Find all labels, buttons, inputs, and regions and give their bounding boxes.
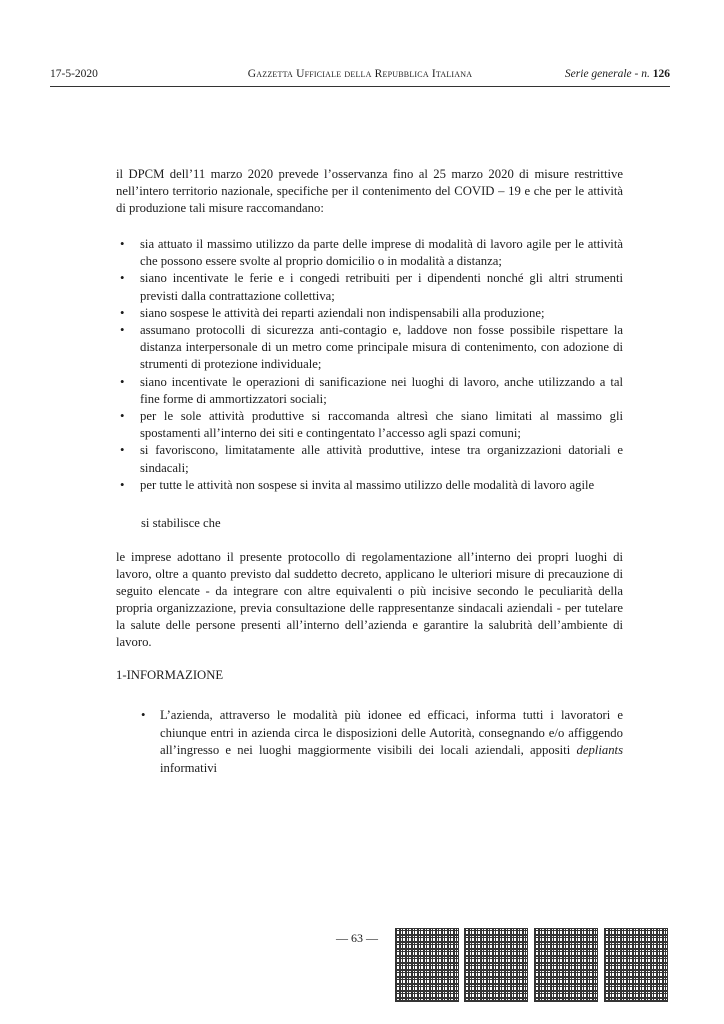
measure-text: sia attuato il massimo utilizzo da parte delle imprese di modalità di lavoro agile per le attività che possono essere svolte al proprio domicilio o in modalità a distanza; [140, 237, 623, 269]
header-rule [50, 86, 670, 87]
measure-text: per tutte le attività non sospese si invita al massimo utilizzo delle modalità di lavoro agile [140, 477, 595, 492]
datamatrix-code [395, 928, 459, 1002]
datamatrix-code [464, 928, 528, 1002]
header-serie [565, 68, 670, 80]
list-item [116, 270, 623, 304]
list-item [116, 477, 623, 494]
list-item [141, 707, 623, 777]
bullet-icon: • [120, 443, 125, 458]
bullet-icon: • [120, 409, 125, 424]
measure-text: siano incentivate le operazioni di sanificazione nei luoghi di lavoro, anche utilizzando a tal fine forme di ammortizzatori sociali; [140, 374, 623, 406]
header-title: Gazzetta Ufficiale della Repubblica Italiana [247, 68, 473, 80]
info-text: L’azienda, attraverso le modalità più idonee ed efficaci, informa tutti i lavoratori e chiunque entri in azienda circa le disposizioni delle Autorità, consegnando e/o affiggendo all’ingresso e nei luoghi maggiormente visibili dei locali aziendali, appositi [160, 708, 623, 757]
info-italic: depliants [576, 743, 624, 757]
bullet-icon: • [120, 237, 125, 251]
list-item [116, 305, 623, 322]
list-item [116, 374, 623, 408]
info-tail: informativi [160, 760, 218, 775]
section-heading: 1-INFORMAZIONE [116, 668, 224, 682]
bullet-icon: • [120, 477, 125, 492]
measure-text: assumano protocolli di sicurezza anti-contagio e, laddove non fosse possibile rispettare la distanza interpersonale di un metro come principale misura di contenimento, con adozione di strumenti di protezione individuale; [140, 323, 623, 372]
stabilisce-line: si stabilisce che [141, 516, 221, 530]
header-date: 17-5-2020 [50, 68, 98, 80]
measure-text: siano sospese le attività dei reparti aziendali non indispensabili alla produzione; [140, 305, 545, 320]
measure-text: per le sole attività produttive si raccomanda altresì che siano limitati al massimo gli spostamenti all’interno dei siti e contingentato l’accesso agli spazi comuni; [140, 409, 623, 441]
measures-list [116, 236, 623, 494]
list-item [116, 442, 623, 476]
bullet-icon: • [120, 323, 125, 338]
information-list [141, 707, 623, 777]
bullet-icon: • [141, 708, 146, 722]
body-paragraph: le imprese adottano il presente protocollo di regolamentazione all’interno dei propri luoghi di lavoro, oltre a quanto previsto dal suddetto decreto, applicano le ulteriori misure di precauzione di seguito elencate - da integrare con altre equivalenti o più incisive secondo le peculiarità della propria organizzazione, previa consultazione delle rappresentanze sindacali aziendali - per tutelare la salute delle persone presenti all’interno dell’azienda e garantire la salubrità dell’ambiente di lavoro. [116, 550, 623, 649]
page-header [50, 68, 670, 84]
intro-paragraph: il DPCM dell’11 marzo 2020 prevede l’osservanza fino al 25 marzo 2020 di misure restrittive nell’intero territorio nazionale, specifiche per il contenimento del COVID – 19 e che per le attività di produzione tali misure raccomandano: [116, 167, 623, 215]
datamatrix-codes [395, 928, 671, 1000]
bullet-icon: • [120, 305, 125, 320]
bullet-icon: • [120, 374, 125, 389]
list-item [116, 236, 623, 270]
measure-text: si favoriscono, limitatamente alle attività produttive, intese tra organizzazioni datoriali e sindacali; [140, 443, 623, 475]
header-serie-label: Serie generale - n. [564, 68, 650, 80]
bullet-icon: • [120, 271, 125, 286]
page-number: — 63 — [336, 931, 378, 945]
header-issue-number: 126 [652, 68, 670, 80]
datamatrix-code [534, 928, 598, 1002]
list-item [116, 322, 623, 374]
measure-text: siano incentivate le ferie e i congedi retribuiti per i dipendenti nonché gli altri strumenti previsti dalla contrattazione collettiva; [140, 271, 623, 303]
datamatrix-code [604, 928, 668, 1002]
list-item [116, 408, 623, 442]
